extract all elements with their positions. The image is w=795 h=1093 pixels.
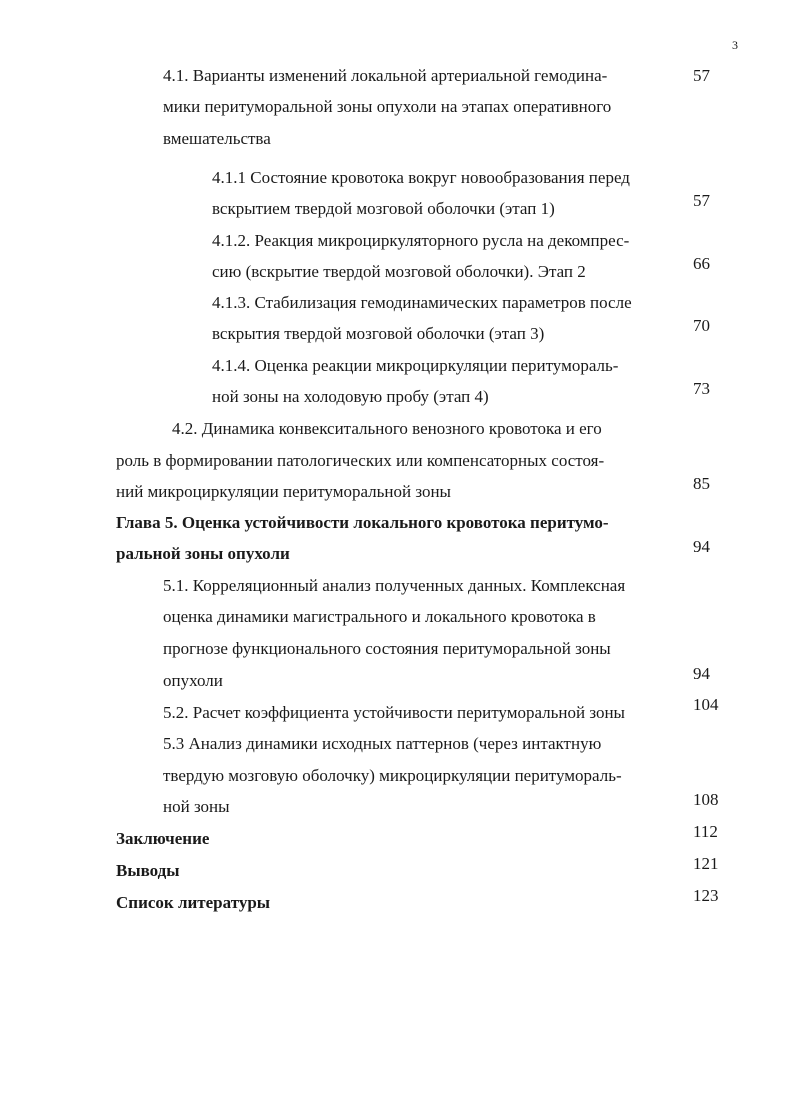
toc-page-number: 66 <box>693 254 710 273</box>
toc-line: опухоли <box>163 671 223 690</box>
toc-line: 5.3 Анализ динамики исходных паттернов (через интактную <box>163 734 602 753</box>
toc-page-number: 112 <box>693 822 718 841</box>
toc-line: мики перитуморальной зоны опухоли на этапах оперативного <box>163 97 612 116</box>
toc-line: ной зоны на холодовую пробу (этап 4) <box>212 387 489 406</box>
toc-line: 4.1.3. Стабилизация гемодинамических параметров после <box>212 293 632 312</box>
toc-page-number: 121 <box>693 854 719 873</box>
toc-line: 4.1.4. Оценка реакции микроциркуляции перитумораль- <box>212 356 619 375</box>
toc-line: роль в формировании патологических или компенсаторных состоя- <box>116 451 605 470</box>
toc-line: 4.2. Динамика конвекситального венозного кровотока и его <box>172 419 602 438</box>
toc-line: вскрытия твердой мозговой оболочки (этап 3) <box>212 324 545 343</box>
toc-page-number: 57 <box>693 66 710 85</box>
toc-line: 4.1. Варианты изменений локальной артериальной гемодина- <box>163 66 608 85</box>
toc-page-number: 104 <box>693 695 719 714</box>
toc-line: 5.2. Расчет коэффициента устойчивости перитуморальной зоны <box>163 703 625 722</box>
toc-chapter-line: Глава 5. Оценка устойчивости локального кровотока перитумо- <box>116 513 609 532</box>
toc-chapter-line: Список литературы <box>116 893 271 912</box>
toc-line: вмешательства <box>163 129 271 148</box>
toc-chapter-line: ральной зоны опухоли <box>116 544 290 563</box>
toc-page-number: 94 <box>693 664 710 683</box>
toc-page-number: 108 <box>693 790 719 809</box>
toc-page-number: 123 <box>693 886 719 905</box>
toc-line: 5.1. Корреляционный анализ полученных данных. Комплексная <box>163 576 626 595</box>
toc-chapter-line: Заключение <box>116 829 210 848</box>
page-number: 3 <box>732 38 738 52</box>
toc-chapter-line: Выводы <box>116 861 180 880</box>
toc-line: твердую мозговую оболочку) микроциркуляции перитумораль- <box>163 766 622 785</box>
toc-line: 4.1.2. Реакция микроциркуляторного русла на декомпрес- <box>212 231 630 250</box>
toc-page-number: 57 <box>693 191 710 210</box>
toc-page-number: 73 <box>693 379 710 398</box>
toc-line: сию (вскрытие твердой мозговой оболочки). Этап 2 <box>212 262 586 281</box>
toc-page-number: 85 <box>693 474 710 493</box>
toc-line: оценка динамики магистрального и локального кровотока в <box>163 607 596 626</box>
toc-line: ний микроциркуляции перитуморальной зоны <box>116 482 451 501</box>
toc-page-number: 70 <box>693 316 710 335</box>
toc-line: 4.1.1 Состояние кровотока вокруг новообразования перед <box>212 168 630 187</box>
toc-line: прогнозе функционального состояния перитуморальной зоны <box>163 639 611 658</box>
toc-page-number: 94 <box>693 537 710 556</box>
toc-line: ной зоны <box>163 797 230 816</box>
toc-line: вскрытием твердой мозговой оболочки (этап 1) <box>212 199 555 218</box>
